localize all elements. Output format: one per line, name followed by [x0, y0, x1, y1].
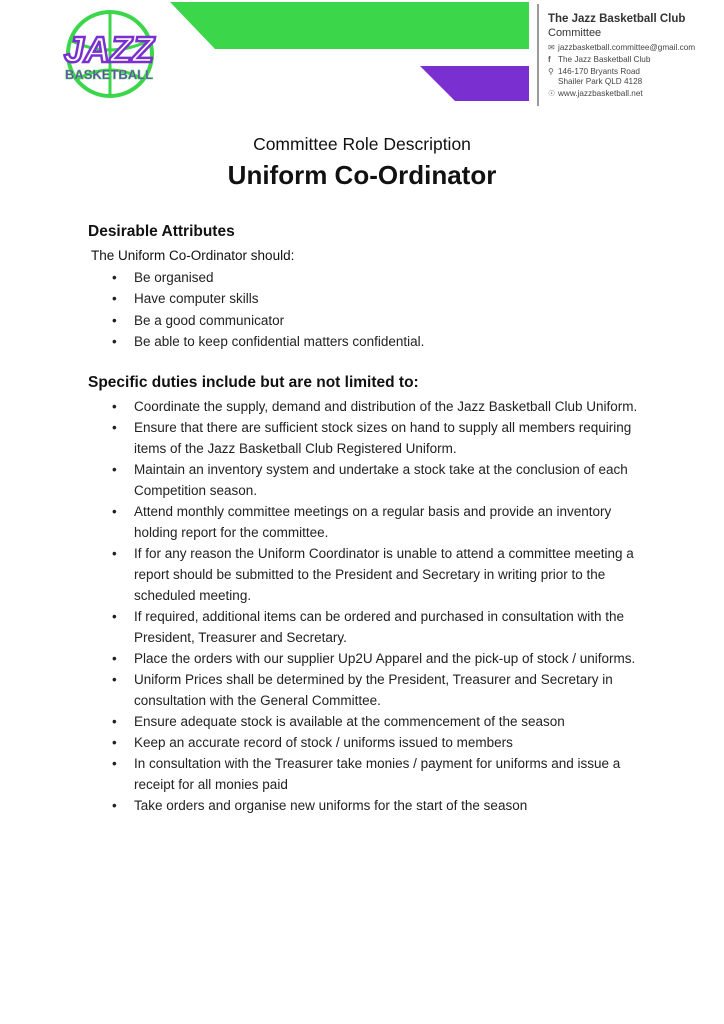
duties-heading: Specific duties include but are not limited to:	[88, 374, 419, 391]
green-header-bar	[170, 2, 529, 49]
list-item: • Place the orders with our supplier Up2U Apparel and the pick-up of stock / uniforms.	[112, 651, 636, 666]
email-icon: ✉	[548, 43, 555, 52]
facebook-icon: f	[548, 55, 551, 64]
purple-header-bar	[420, 66, 529, 101]
org-name: The Jazz Basketball Club	[548, 13, 686, 25]
list-item: • Coordinate the supply, demand and distribution of the Jazz Basketball Club Uniform.	[112, 399, 638, 414]
jazz-basketball-logo	[46, 10, 172, 110]
list-item: • Keep an accurate record of stock / uniforms issued to members	[112, 735, 513, 750]
facebook-text: The Jazz Basketball Club	[558, 55, 651, 64]
list-item: • Ensure adequate stock is available at the commencement of the season	[112, 714, 565, 729]
location-pin-icon: ⚲	[548, 67, 554, 76]
list-item: • Be organised	[112, 269, 214, 285]
header-divider	[537, 4, 539, 106]
address-line1: 146-170 Bryants Road	[558, 67, 640, 76]
list-item: • Attend monthly committee meetings on a regular basis and provide an inventory holding report for the committee.	[112, 504, 612, 540]
list-item: • If required, additional items can be ordered and purchased in consultation with the President, Treasurer and Secretary.	[112, 609, 625, 645]
globe-icon: ☉	[548, 89, 556, 98]
logo-jazz-text: JAZZ	[64, 29, 154, 70]
attributes-section	[88, 222, 648, 352]
list-item: • If for any reason the Uniform Coordinator is unable to attend a committee meeting a report should be submitted to the President and Secretary in writing prior to the scheduled meeting.	[112, 546, 634, 603]
attributes-intro: The Uniform Co-Ordinator should:	[91, 248, 295, 263]
doc-subtitle: Committee Role Description	[253, 134, 471, 154]
list-item: • Have computer skills	[112, 291, 259, 306]
attributes-heading: Desirable Attributes	[88, 223, 235, 240]
list-item: • In consultation with the Treasurer take monies / payment for uniforms and issue a receipt for all monies paid	[112, 756, 621, 792]
list-item: • Be able to keep confidential matters confidential.	[112, 334, 425, 349]
list-item: • Be a good communicator	[112, 312, 285, 328]
list-item: • Maintain an inventory system and undertake a stock take at the conclusion of each Competition season.	[112, 462, 628, 498]
list-item: • Ensure that there are sufficient stock sizes on hand to supply all members requiring items of the Jazz Basketball Club Registered Uniform.	[112, 420, 632, 456]
org-info	[548, 12, 724, 101]
address-row	[548, 67, 724, 87]
website-text: www.jazzbasketball.net	[558, 89, 643, 98]
doc-title: Uniform Co-Ordinator	[227, 160, 497, 190]
attributes-list	[88, 267, 648, 353]
address-line2: Shailer Park QLD 4128	[558, 77, 643, 86]
org-subtitle: Committee	[548, 27, 602, 39]
email-text: jazzbasketball.committee@gmail.com	[558, 43, 696, 52]
email-row[interactable]	[548, 43, 724, 53]
website-row[interactable]	[548, 89, 724, 99]
duties-section	[88, 373, 648, 816]
list-item: • Uniform Prices shall be determined by the President, Treasurer and Secretary in consultation with the General Committee.	[112, 672, 613, 708]
facebook-row[interactable]	[548, 55, 724, 65]
list-item: • Take orders and organise new uniforms for the start of the season	[112, 798, 528, 813]
duties-list	[88, 396, 648, 816]
logo-basketball-text: BASKETBALL	[64, 67, 154, 82]
